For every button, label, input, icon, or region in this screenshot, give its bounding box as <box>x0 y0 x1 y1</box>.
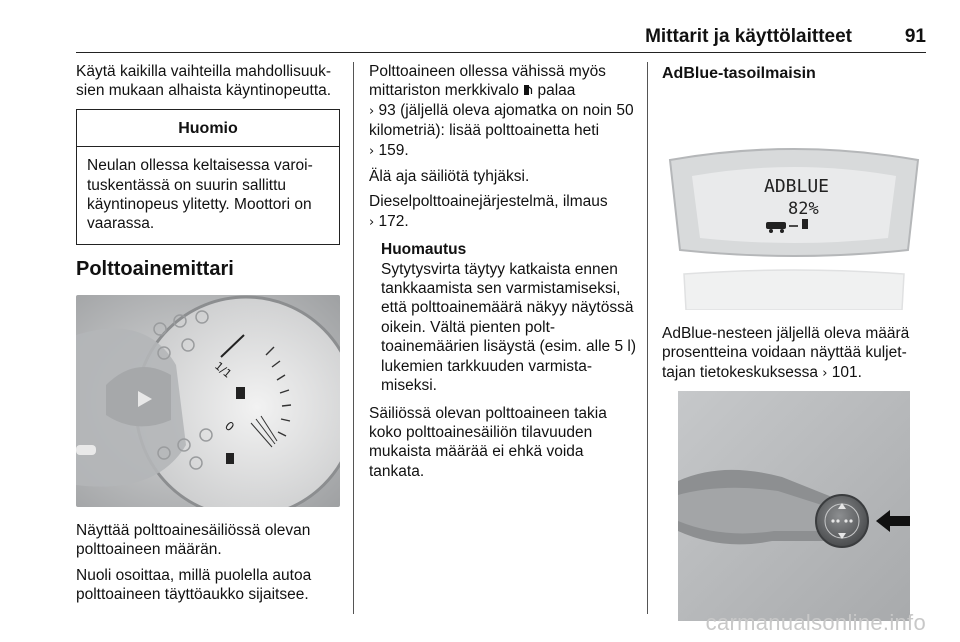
control-stalk-illustration <box>662 391 926 621</box>
remark-text: Sytytysvirta täytyy katkaista ennen tankkaamista sen varmistamiseksi, että polttoainemäärä näkyy näytössä oikein. Vältä pienten polttoainemäärien lisäystä (esim. alle 5 l) lukemien tarkkuuden varmistamiseksi. <box>381 260 636 395</box>
notice-box <box>76 109 340 245</box>
reference-page-101[interactable]: 101. <box>831 363 862 381</box>
remark-title: Huomautus <box>381 241 467 259</box>
low-fuel-text-2: palaa <box>537 82 576 100</box>
bleeding-paragraph <box>369 192 637 232</box>
fuel-gauge-illustration <box>76 295 340 507</box>
reference-arrow-icon: › <box>369 103 375 119</box>
low-fuel-paragraph <box>369 62 637 161</box>
reference-arrow-icon: › <box>369 143 375 159</box>
section-heading-fuel-gauge: Polttoainemittari <box>76 257 234 280</box>
watermark: carmanualsonline.info <box>705 610 926 635</box>
reference-page-159[interactable]: 159. <box>378 141 409 159</box>
adblue-display-illustration <box>662 98 926 310</box>
intro-paragraph: Käytä kaikilla vaihteilla mahdollisuuksien mukaan alhaista käyntinopeutta. <box>76 63 332 100</box>
page-number: 91 <box>904 26 926 47</box>
reference-page-93[interactable]: 93 <box>378 101 396 119</box>
column-1 <box>76 62 340 610</box>
notice-title: Huomio <box>77 110 339 147</box>
low-fuel-text-1: Polttoaineen ollessa vähissä myös mittariston merkkivalo <box>369 63 606 100</box>
fuel-gauge-paragraph-2: Nuoli osoittaa, millä puolella autoa polttoaineen täyttöaukko sijaitsee. <box>76 566 312 604</box>
empty-tank-warning: Älä aja säiliötä tyhjäksi. <box>369 168 530 186</box>
svg-text:1/1: 1/1 <box>212 359 234 381</box>
notice-text: Neulan ollessa keltaisessa varoituskentässä on suurin sallittu käyntinopeus ylitetty. Moottori on vaarassa. <box>87 157 313 233</box>
section-heading-adblue: AdBlue-tasoilmaisin <box>662 65 816 82</box>
low-fuel-text-3: (jäljellä oleva ajomatka on noin 50 kilometriä): lisää polttoainetta heti <box>369 101 634 140</box>
adblue-display-label: ADBLUE <box>764 176 830 197</box>
adblue-text: AdBlue-nesteen jäljellä oleva määrä prosentteina voidaan näyttää kuljettajan tietokeskuksessa <box>662 325 910 381</box>
remark-block <box>369 240 637 395</box>
fuel-gauge-paragraph-1: Näyttää polttoainesäiliössä olevan polttoaineen määrän. <box>76 521 311 559</box>
column-2 <box>369 62 637 487</box>
bleeding-text: Dieselpolttoainejärjestelmä, ilmaus <box>369 193 608 211</box>
adblue-paragraph <box>662 324 926 383</box>
chapter-title: Mittarit ja käyttölaitteet <box>645 26 852 47</box>
column-divider <box>353 62 354 614</box>
svg-text:0: 0 <box>222 418 237 435</box>
reference-page-172[interactable]: 172. <box>378 212 409 230</box>
reference-arrow-icon: › <box>369 214 375 230</box>
tank-capacity-paragraph: Säiliössä olevan polttoaineen takia koko polttoainesäiliön tilavuuden mukaista määrää ei ehkä voida tankata. <box>369 404 607 480</box>
fuel-pump-icon <box>523 84 533 96</box>
column-divider <box>647 62 648 614</box>
reference-arrow-icon: › <box>822 365 828 381</box>
page-header <box>76 26 926 53</box>
adblue-display-value: 82% <box>788 199 819 219</box>
column-3 <box>662 62 926 635</box>
